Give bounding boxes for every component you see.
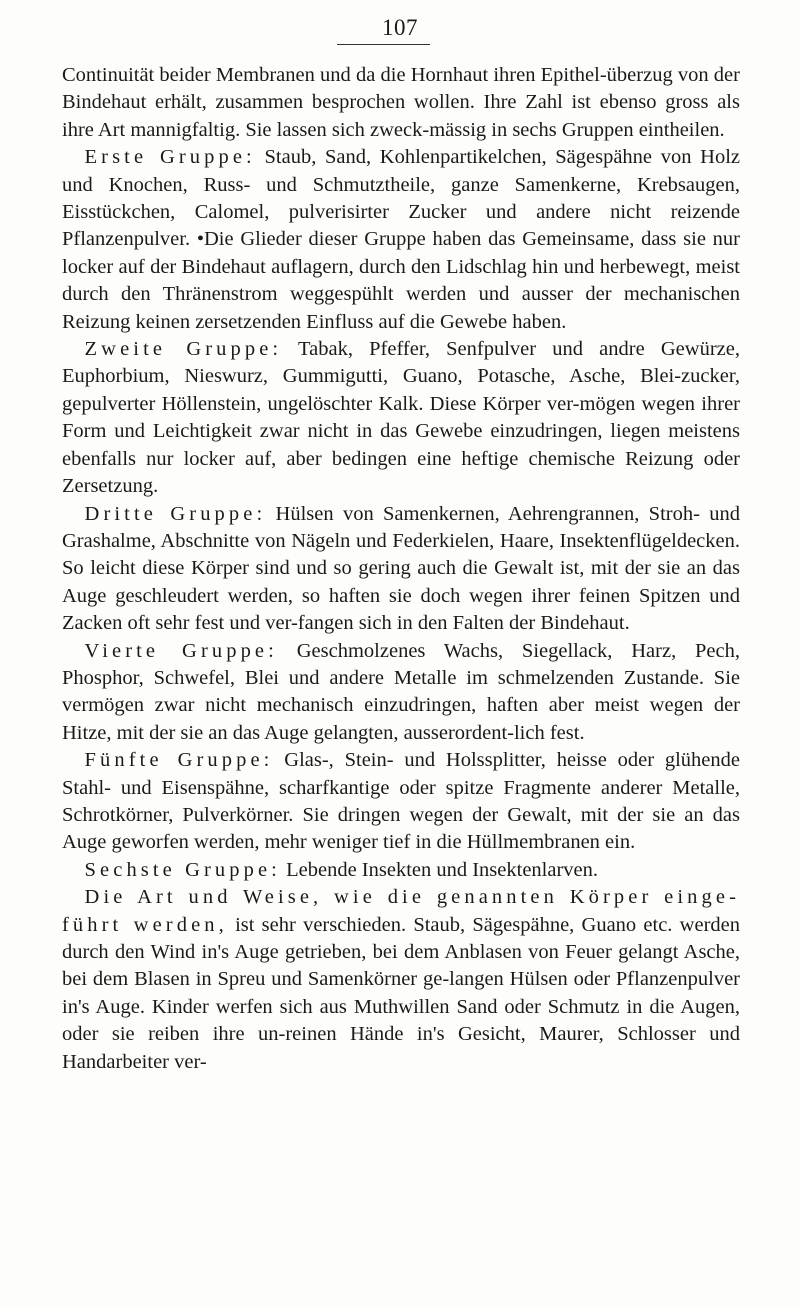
paragraph-group-6: [62, 857, 740, 884]
paragraph-introduction-modes: [62, 884, 740, 1076]
group-heading: Zweite Gruppe:: [84, 338, 283, 361]
group-heading: Dritte Gruppe:: [84, 502, 267, 525]
paragraph-text: Glas-, Stein- und Holssplitter, heisse oder glühende Stahl- und Eisenspähne, scharfkantige oder spitze Fragmente anderer Metalle, Schrotkörner, Pulverkörner. Sie dringen wegen der Gewalt, mit der sie an das Auge geworfen werden, mehr weniger tief in die Hüllmembranen ein.: [62, 749, 740, 854]
paragraph-text: Tabak, Pfeffer, Senfpulver und andre Gewürze, Euphorbium, Nieswurz, Gummigutti, Guano, Potasche, Asche, Blei-zucker, gepulverter Höllenstein, ungelöschter Kalk. Diese Körper ver-mögen wegen ihrer Form und Leichtigkeit zwar nicht in das Gewebe einzudringen, liegen meistens ebenfalls nur locker auf, aber bedingen eine heftige chemische Reizung oder Zersetzung.: [62, 338, 740, 498]
paragraph-text: Staub, Sand, Kohlenpartikelchen, Sägespähne von Holz und Knochen, Russ- und Schmutztheile, ganze Samenkerne, Krebsaugen, Eisstückchen, Calomel, pulverisirter Zucker und andere nicht reizende Pflanzenpulver. •Die Glieder dieser Gruppe haben das Gemeinsame, dass sie nur locker auf der Bindehaut auflagern, durch den Lidschlag hin und herbewegt, meist durch den Thränenstrom weggespühlt werden und ausser der mechanischen Reizung keinen zersetzenden Einfluss auf die Gewebe haben.: [62, 146, 740, 333]
paragraph-group-3: [62, 501, 740, 638]
paragraph-text: Continuität beider Membranen und da die Hornhaut ihren Epithel-überzug von der Bindehaut erhält, zusammen besprochen wollen. Ihre Zahl ist ebenso gross als ihre Art mannigfaltig. Sie lassen sich zweck-mässig in sechs Gruppen eintheilen.: [62, 64, 740, 141]
page-number: 107: [382, 15, 418, 40]
header-rule: [337, 44, 430, 45]
paragraph-group-5: [62, 747, 740, 857]
section-heading: Die Art und Weise, wie die genannten Körper einge-führt werden,: [62, 886, 740, 936]
paragraph-text: Lebende Insekten und Insektenlarven.: [280, 858, 599, 881]
paragraph-text: Hülsen von Samenkernen, Aehrengrannen, Stroh- und Grashalme, Abschnitte von Nägeln und Federkielen, Haare, Insektenflügeldecken. So leicht diese Körper sind und so gering auch die Gewalt ist, mit der sie an das Auge geschleudert werden, so haften sie doch wegen ihrer feinen Spitzen und Zacken oft sehr fest und ver-fangen sich in den Falten der Bindehaut.: [62, 502, 740, 635]
paragraph-text: ist sehr verschieden. Staub, Sägespähne, Guano etc. werden durch den Wind in's Auge getrieben, bei dem Anblasen von Feuer gelangt Asche, bei dem Blasen in Spreu und Samenkörner ge-langen Hülsen oder Pflanzenpulver in's Auge. Kinder werfen sich aus Muthwillen Sand oder Schmutz in die Augen, oder sie reiben ihre un-reinen Hände in's Gesicht, Maurer, Schlosser und Handarbeiter ver-: [62, 913, 740, 1073]
paragraph-text: Geschmolzenes Wachs, Siegellack, Harz, Pech, Phosphor, Schwefel, Blei und andere Metalle im schmelzenden Zustande. Sie vermögen zwar nicht mechanisch einzudringen, haften aber meist wegen der Hitze, mit der sie an das Auge gelangten, ausserordent-lich fest.: [62, 639, 740, 744]
group-heading: Vierte Gruppe:: [84, 639, 278, 662]
paragraph-group-1: [62, 144, 740, 336]
paragraph-group-2: [62, 336, 740, 500]
group-heading: Sechste Gruppe:: [84, 858, 281, 881]
paragraph-intro: [62, 62, 740, 144]
group-heading: Fünfte Gruppe:: [84, 749, 274, 772]
paragraph-group-4: [62, 638, 740, 748]
group-heading: Erste Gruppe:: [84, 146, 256, 169]
page-body: [62, 62, 740, 1076]
